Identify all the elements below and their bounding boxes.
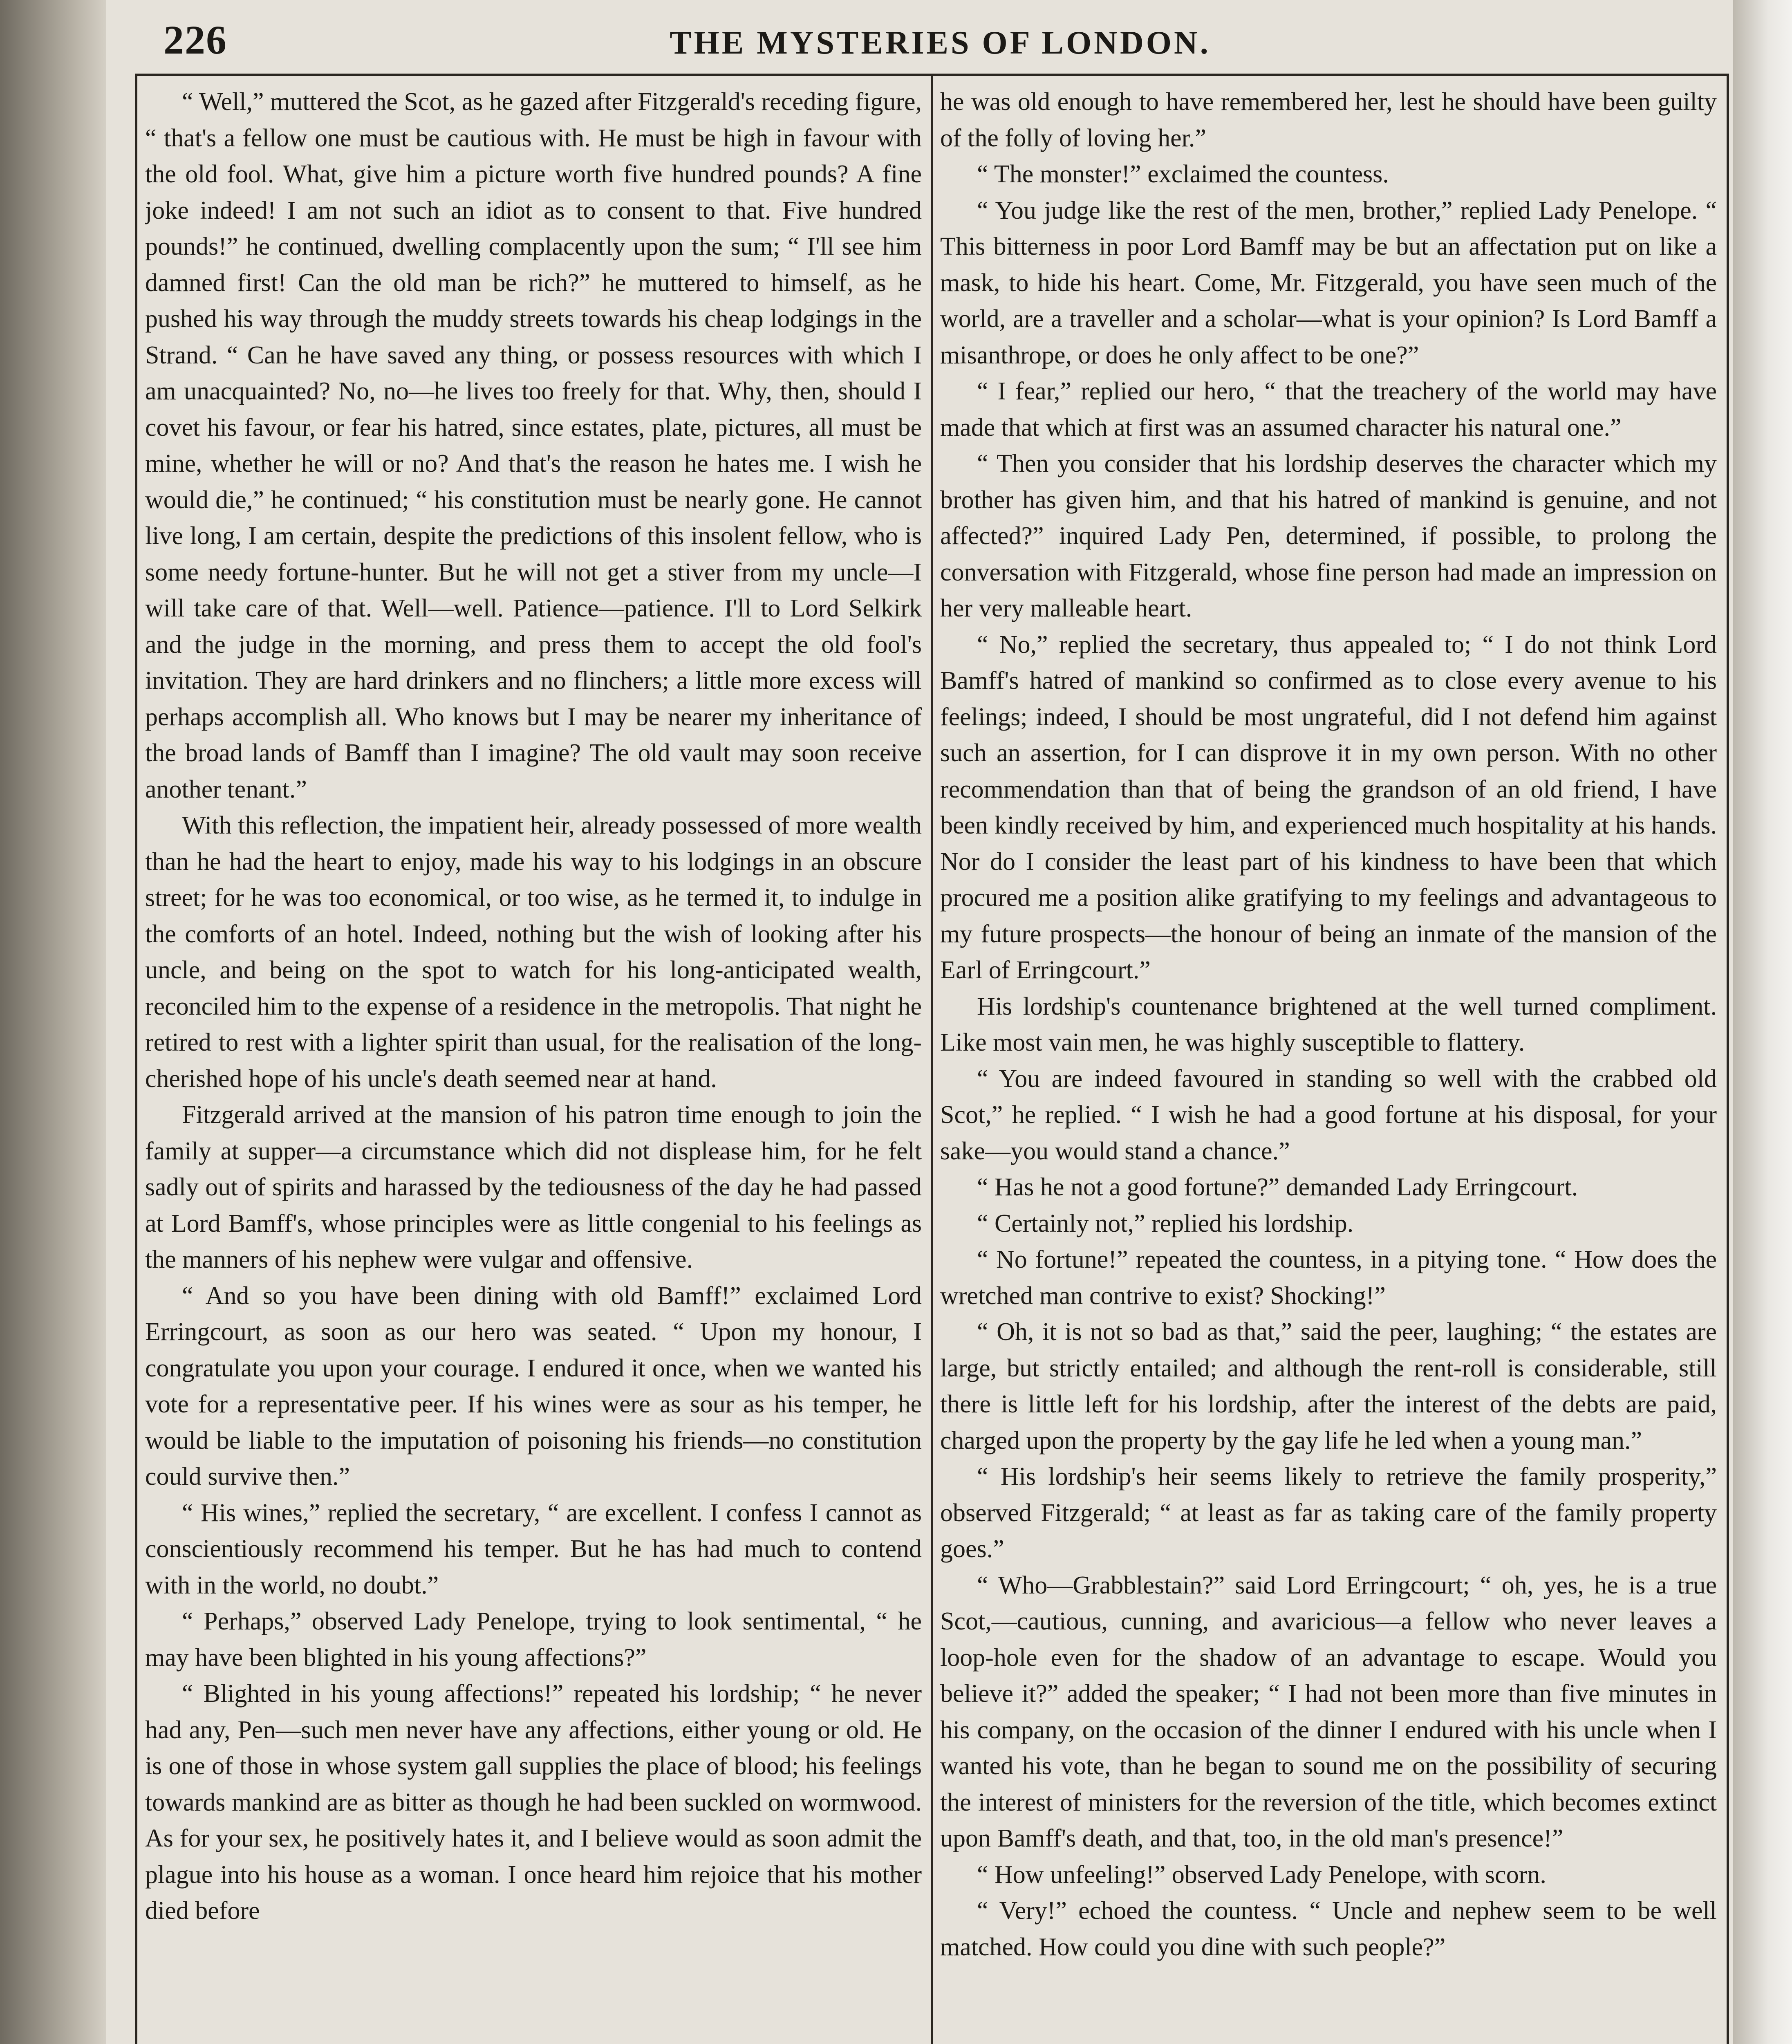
page-edge bbox=[1733, 0, 1792, 2044]
paragraph: “ You are indeed favoured in standing so well with the crabbed old Scot,” he replied. “ I wish he had a good fortune at his disposal, for your sake—you would stand a chance.” bbox=[940, 1065, 1717, 1165]
paragraph: His lordship's countenance brightened at the well turned compliment. Like most vain men, he was highly susceptible to flattery. bbox=[940, 992, 1717, 1056]
paragraph: With this reflection, the impatient heir, already possessed of more wealth than he had the heart to enjoy, made his way to his lodgings in an obscure street; for he was too economical, or too wise, as he termed it, to indulge in the comforts of an hotel. Indeed, nothing but the wish of looking after his uncle, and being on the spot to watch for his long-anticipated wealth, reconciled him to the expense of a residence in the metropolis. That night he retired to rest with a lighter spirit than usual, for the realisation of the long-cherished hope of his uncle's death seemed near at hand. bbox=[145, 811, 922, 1093]
paragraph: “ And so you have been dining with old Bamff!” exclaimed Lord Erringcourt, as soon as our hero was seated. “ Upon my honour, I congratulate you upon your courage. I endured it once, when we wanted his vote for a representative peer. If his wines were as sour as his temper, he would be liable to the imputation of poisoning his friends—no constitution could survive then.” bbox=[145, 1282, 922, 1490]
left-rule bbox=[135, 74, 137, 2044]
column-divider bbox=[931, 76, 933, 2044]
paragraph: “ Blighted in his young affections!” repeated his lordship; “ he never had any, Pen—such men never have any affections, either young or old. He is one of those in whose system gall supplies the place of blood; his feelings towards mankind are as bitter as though he had been suckled on wormwood. As for your sex, he positively hates it, and I believe would as soon admit the plague into his house as a woman. I once heard him rejoice that his mother died before bbox=[145, 1680, 922, 1925]
paragraph: “ Perhaps,” observed Lady Penelope, trying to look sentimental, “ he may have been blighted in his young affections?” bbox=[145, 1607, 922, 1672]
paragraph: “ Very!” echoed the countess. “ Uncle and nephew seem to be well matched. How could you dine with such people?” bbox=[940, 1897, 1717, 1961]
page-number: 226 bbox=[164, 17, 227, 63]
paragraph: “ Who—Grabblestain?” said Lord Erringcourt; “ oh, yes, he is a true Scot,—cautious, cunning, and avaricious—a fellow who never leaves a loop-hole even for the shadow of an advantage to escape. Would you believe it?” added the speaker; “ I had not been more than five minutes in his company, on the occasion of the dinner I endured with his uncle when I wanted his vote, than he began to sound me on the possibility of securing the interest of ministers for the reversion of the title, which becomes extinct upon Bamff's death, and that, too, in the old man's presence!” bbox=[940, 1571, 1717, 1852]
right-rule bbox=[1727, 74, 1729, 2044]
paragraph: “ Then you consider that his lordship deserves the character which my brother has given him, and that his hatred of mankind is genuine, and not affected?” inquired Lady Pen, determined, if possible, to prolong the conversation with Fitzgerald, whose fine person had made an impression on her very malleable heart. bbox=[940, 450, 1717, 622]
paragraph: “ His wines,” replied the secretary, “ are excellent. I confess I cannot as conscientiously recommend his temper. But he has had much to contend with in the world, no doubt.” bbox=[145, 1499, 922, 1599]
paragraph: “ No,” replied the secretary, thus appealed to; “ I do not think Lord Bamff's hatred of mankind so confirmed as to close every avenue to his feelings; indeed, I should be most ungrateful, did I not defend him against such an assertion, for I can disprove it in my own person. With no other recommendation than that of being the grandson of an old friend, I have been kindly received by him, and experienced much hospitality at his hands. Nor do I consider the least part of his kindness to have been that which procured me a position alike gratifying to my feelings and advantageous to my future prospects—the honour of being an inmate of the mansion of the Earl of Erringcourt.” bbox=[940, 630, 1717, 984]
paragraph: “ Certainly not,” replied his lordship. bbox=[977, 1209, 1354, 1237]
paragraph: “ The monster!” exclaimed the countess. bbox=[977, 160, 1389, 188]
paragraph: “ His lordship's heir seems likely to retrieve the family prosperity,” observed Fitzgerald; “ at least as far as taking care of the family property goes.” bbox=[940, 1463, 1717, 1563]
page-header bbox=[155, 16, 1725, 65]
left-column bbox=[145, 84, 922, 2044]
paragraph: “ You judge like the rest of the men, brother,” replied Lady Penelope. “ This bitterness in poor Lord Bamff may be but an affectation put on like a mask, to hide his heart. Come, Mr. Fitzgerald, you have seen much of the world, are a traveller and a scholar—what is your opinion? Is Lord Bamff a misanthrope, or does he only affect to be one?” bbox=[940, 196, 1717, 369]
paragraph: “ I fear,” replied our hero, “ that the treachery of the world may have made that which at first was an assumed character his natural one.” bbox=[940, 377, 1717, 442]
paragraph: “ Has he not a good fortune?” demanded Lady Erringcourt. bbox=[977, 1173, 1578, 1201]
paragraph-continued: he was old enough to have remembered her, lest he should have been guilty of the folly of loving her.” bbox=[940, 88, 1717, 152]
page-gutter-shadow bbox=[0, 0, 106, 2044]
right-column bbox=[940, 84, 1717, 2044]
paragraph: “ No fortune!” repeated the countess, in a pitying tone. “ How does the wretched man contrive to exist? Shocking!” bbox=[940, 1246, 1717, 1310]
running-title: THE MYSTERIES OF LONDON. bbox=[670, 25, 1211, 61]
paragraph: “ Oh, it is not so bad as that,” said the peer, laughing; “ the estates are large, but strictly entailed; and although the rent-roll is considerable, still there is little left for his lordship, after the interest of the debts are paid, charged upon the property by the gay life he led when a young man.” bbox=[940, 1318, 1717, 1455]
paragraph: “ Well,” muttered the Scot, as he gazed after Fitzgerald's receding figure, “ that's a fellow one must be cautious with. He must be high in favour with the old fool. What, give him a picture worth five hundred pounds? A fine joke indeed! I am not such an idiot as to consent to that. Five hundred pounds!” he continued, dwelling complacently upon the sum; “ I'll see him damned first! Can the old man be rich?” he muttered to himself, as he pushed his way through the muddy streets towards his cheap lodgings in the Strand. “ Can he have saved any thing, or possess resources with which I am unacquainted? No, no—he lives too freely for that. Why, then, should I covet his favour, or fear his hatred, since estates, plate, pictures, all must be mine, whether he will or no? And that's the reason he hates me. I wish he would die,” he continued; “ his constitution must be nearly gone. He cannot live long, I am certain, despite the predictions of this insolent fellow, who is some needy fortune-hunter. But he will not get a stiver from my uncle—I will take care of that. Well—well. Patience—patience. I'll to Lord Selkirk and the judge in the morning, and press them to accept the old fool's invitation. They are hard drinkers and no flinchers; a little more excess will perhaps accomplish all. Who knows but I may be nearer my inheritance of the broad lands of Bamff than I imagine? The old vault may soon receive another tenant.” bbox=[145, 88, 922, 803]
paragraph: “ How unfeeling!” observed Lady Penelope, with scorn. bbox=[977, 1860, 1546, 1889]
paragraph: Fitzgerald arrived at the mansion of his patron time enough to join the family at supper—a circumstance which did not displease him, for he felt sadly out of spirits and harassed by the tediousness of the day he had passed at Lord Bamff's, whose principles were as little congenial to his feelings as the manners of his nephew were vulgar and offensive. bbox=[145, 1101, 922, 1273]
